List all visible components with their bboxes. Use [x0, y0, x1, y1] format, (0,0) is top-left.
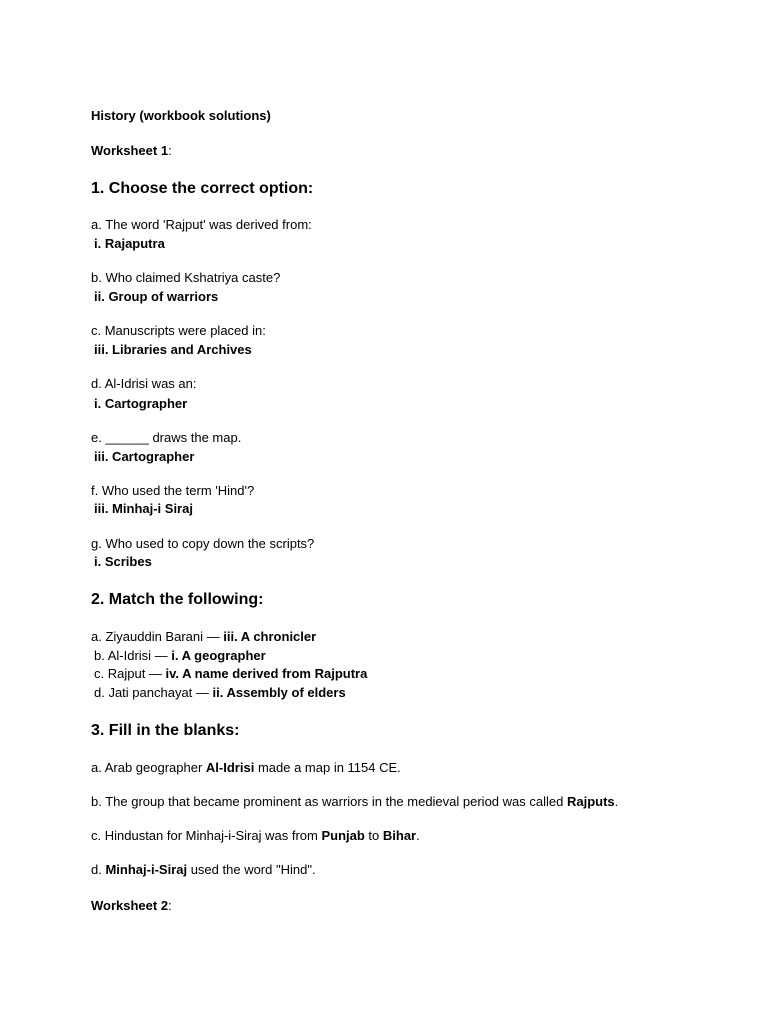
fill-d [91, 861, 316, 879]
worksheet-1-label [91, 142, 172, 160]
worksheet-1-colon: : [168, 143, 172, 158]
question-c: c. Manuscripts were placed in: [91, 323, 266, 338]
question-f: f. Who used the term 'Hind'? [91, 483, 255, 498]
fill-b-answer: Rajputs [566, 794, 615, 809]
match-a [91, 628, 316, 646]
fill-c-text-2: to [364, 828, 383, 843]
section-1-heading: 1. Choose the correct option: [91, 180, 314, 197]
fill-a-text-2: made a map in 1154 CE. [254, 760, 401, 775]
answer-d: i. Cartographer [94, 396, 188, 411]
worksheet-2-colon: : [168, 898, 172, 913]
question-d: d. Al-Idrisi was an: [91, 376, 197, 391]
answer-f: iii. Minhaj-i Siraj [94, 501, 193, 516]
fill-d-text-1: d. [91, 862, 106, 877]
fill-d-answer: Minhaj-i-Siraj [105, 862, 188, 877]
answer-c: iii. Libraries and Archives [94, 342, 252, 357]
question-g: g. Who used to copy down the scripts? [91, 536, 315, 551]
question-e: e. ______ draws the map. [91, 430, 242, 445]
fill-a-text-1: a. Arab geographer [91, 760, 206, 775]
answer-a: i. Rajaputra [94, 236, 165, 251]
match-c-left: c. Rajput — [94, 666, 166, 681]
fill-b [91, 793, 618, 811]
answer-g: i. Scribes [94, 554, 152, 569]
match-d [91, 684, 346, 702]
worksheet-2-text: Worksheet 2 [91, 898, 169, 913]
fill-c-answer-1: Punjab [321, 828, 365, 843]
match-a-right: iii. A chronicler [223, 629, 317, 644]
fill-b-text-2: . [614, 794, 619, 809]
section-2-heading: 2. Match the following: [91, 591, 264, 608]
fill-c-answer-2: Bihar [382, 828, 417, 843]
document-title: History (workbook solutions) [91, 108, 271, 123]
match-c [91, 665, 367, 683]
match-d-left: d. Jati panchayat — [94, 685, 213, 700]
worksheet-2-label [91, 897, 172, 915]
answer-e: iii. Cartographer [94, 449, 195, 464]
match-c-right: iv. A name derived from Rajputra [165, 666, 368, 681]
answer-b: ii. Group of warriors [94, 289, 219, 304]
fill-c [91, 827, 420, 845]
match-d-right: ii. Assembly of elders [212, 685, 346, 700]
match-a-left: a. Ziyauddin Barani — [91, 629, 224, 644]
question-a: a. The word 'Rajput' was derived from: [91, 217, 312, 232]
worksheet-1-text: Worksheet 1 [91, 143, 169, 158]
fill-b-text-1: b. The group that became prominent as warriors in the medieval period was called [91, 794, 567, 809]
match-b-left: b. Al-Idrisi — [94, 648, 172, 663]
fill-c-text-1: c. Hindustan for Minhaj-i-Siraj was from [91, 828, 322, 843]
fill-a [91, 759, 401, 777]
section-3-heading: 3. Fill in the blanks: [91, 722, 240, 739]
fill-a-answer: Al-Idrisi [205, 760, 255, 775]
fill-d-text-2: used the word "Hind". [187, 862, 316, 877]
match-b [91, 647, 266, 665]
question-b: b. Who claimed Kshatriya caste? [91, 270, 281, 285]
fill-c-text-3: . [416, 828, 420, 843]
match-b-right: i. A geographer [171, 648, 266, 663]
